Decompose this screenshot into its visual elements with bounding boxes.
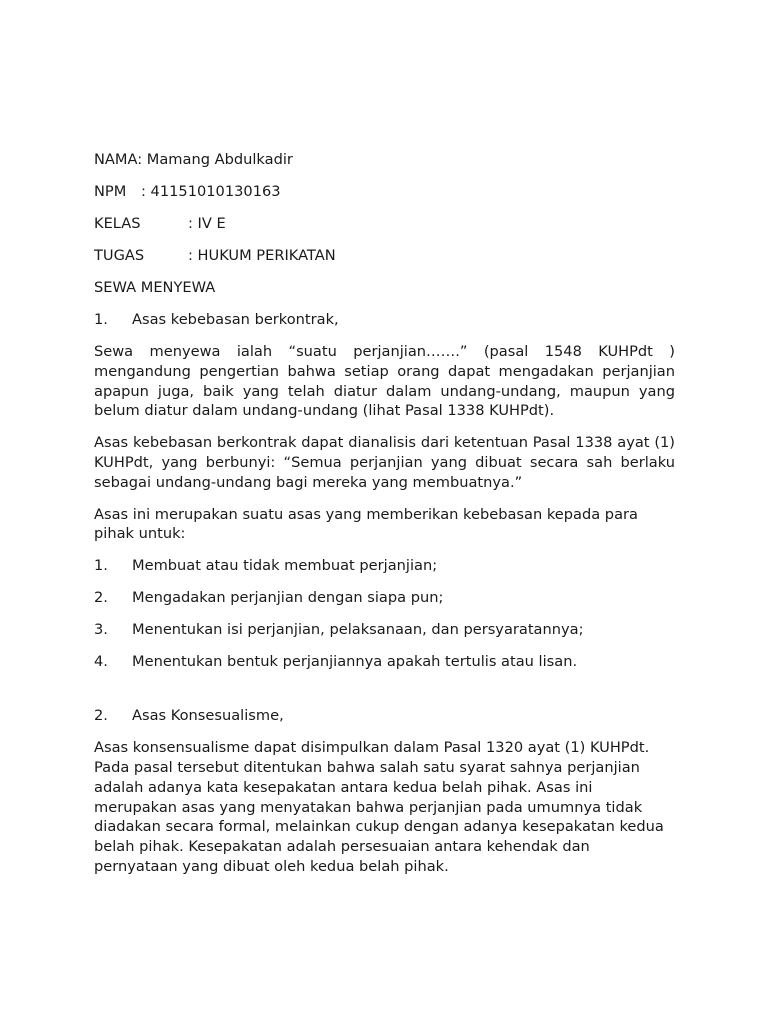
npm-label: NPM: [94, 183, 127, 200]
list-item-text: Menentukan bentuk perjanjiannya apakah tertulis atau lisan.: [132, 653, 578, 671]
tugas-label: TUGAS: [94, 247, 145, 264]
kelas-label: KELAS: [94, 215, 141, 232]
list-item-text: Mengadakan perjanjian dengan siapa pun;: [132, 589, 444, 607]
section-title: SEWA MENYEWA: [94, 279, 216, 296]
npm-line: [94, 182, 675, 202]
asas1-heading: [94, 310, 675, 330]
kelas-line: [94, 214, 675, 234]
asas1-number: 1.: [94, 311, 108, 328]
asas2-heading: [94, 706, 675, 726]
asas1-title: Asas kebebasan berkontrak,: [132, 311, 339, 328]
npm-value: : 41151010130163: [141, 183, 281, 200]
asas2-number: 2.: [94, 707, 108, 725]
tugas-value: : HUKUM PERIKATAN: [188, 247, 336, 264]
list-item-number: 1.: [94, 557, 108, 575]
asas1-paragraph-3: Asas ini merupakan suatu asas yang memberikan kebebasan kepada para pihak untuk:: [94, 505, 638, 543]
tugas-line: [94, 246, 675, 266]
list-item: [94, 652, 675, 672]
list-item: [94, 620, 675, 640]
asas2-paragraph-1: Asas konsensualisme dapat disimpulkan dalam Pasal 1320 ayat (1) KUHPdt. Pada pasal tersebut ditentukan bahwa salah satu syarat sahnya perjanjian adalah adanya kata kesepakatan antara kedua belah pihak. Asas ini merupakan asas yang menyatakan bahwa perjanjian pada umumnya tidak diadakan secara formal, melainkan cukup dengan adanya kesepakatan kedua belah pihak. Kesepakatan adalah persesuaian antara kehendak dan pernyataan yang dibuat oleh kedua belah pihak.: [94, 739, 664, 875]
list-item-number: 3.: [94, 621, 108, 639]
asas1-paragraph-2: Asas kebebasan berkontrak dapat dianalisis dari ketentuan Pasal 1338 ayat (1) KUHPdt, yang berbunyi: “Semua perjanjian yang dibuat secara sah berlaku sebagai undang-undang bagi mereka yang membuatnya.”: [94, 434, 675, 491]
kelas-value: : IV E: [188, 215, 226, 232]
list-item-number: 4.: [94, 653, 108, 671]
asas2-title: Asas Konsesualisme,: [132, 707, 284, 725]
blank-line: [94, 684, 675, 706]
document-page: [94, 150, 675, 889]
asas1-paragraph-1: Sewa menyewa ialah “suatu perjanjian…….” (pasal 1548 KUHPdt ) mengandung pengertian bahwa setiap orang dapat mengadakan perjanjian apapun juga, baik yang telah diatur dalam undang-undang, maupun yang belum diatur dalam undang-undang (lihat Pasal 1338 KUHPdt).: [94, 343, 675, 420]
nama-line: NAMA: Mamang Abdulkadir: [94, 151, 293, 168]
list-item-text: Menentukan isi perjanjian, pelaksanaan, dan persyaratannya;: [132, 621, 584, 639]
list-item-number: 2.: [94, 589, 108, 607]
list-item: [94, 588, 675, 608]
list-item-text: Membuat atau tidak membuat perjanjian;: [132, 557, 438, 575]
list-item: [94, 556, 675, 576]
